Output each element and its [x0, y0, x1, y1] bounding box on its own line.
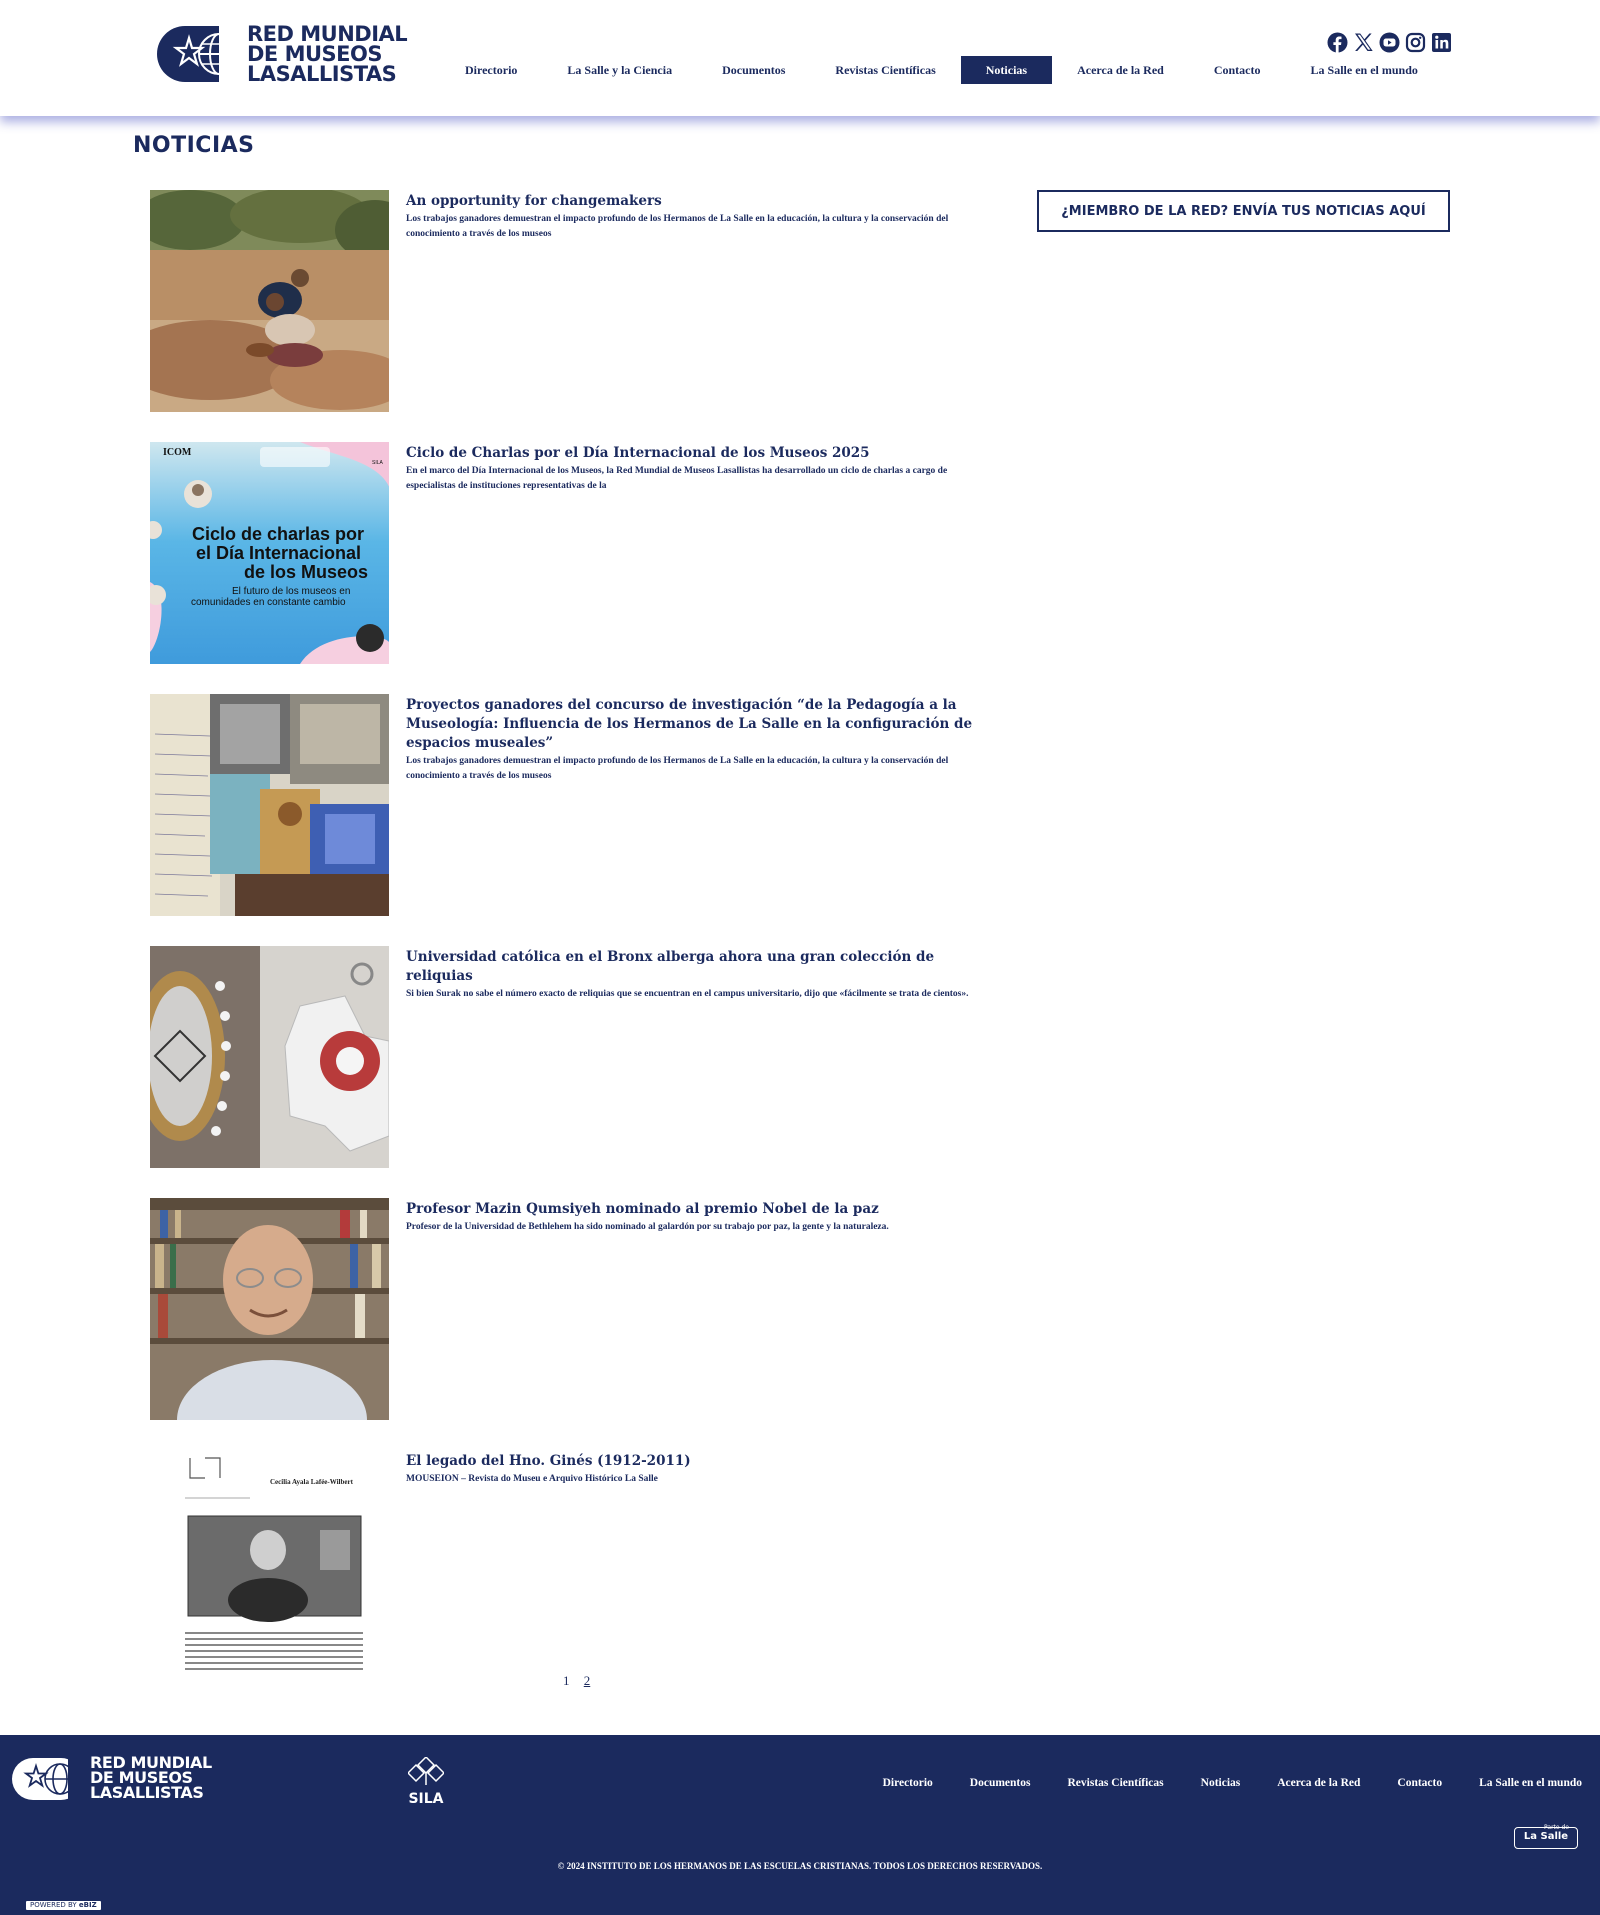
nav-directorio[interactable]: Directorio [465, 63, 518, 77]
news-title[interactable]: Universidad católica en el Bronx alberga ahora una gran colección de reliquias [406, 949, 935, 984]
nav-documentos[interactable]: Documentos [722, 63, 786, 77]
news-title[interactable]: Ciclo de Charlas por el Día Internacional de los Museos 2025 [406, 445, 870, 461]
social-links [1327, 32, 1452, 53]
linkedin-icon[interactable] [1431, 32, 1452, 53]
powered-by-prefix: POWERED BY [30, 1901, 77, 1909]
footer-nav-noticias[interactable]: Noticias [1200, 1777, 1241, 1789]
thumb2-sub: El futuro de los museos en [232, 586, 351, 597]
news-title[interactable]: An opportunity for changemakers [406, 193, 662, 209]
thumb2-icom: ICOM [163, 447, 192, 458]
la-salle-badge[interactable] [1514, 1824, 1578, 1849]
news-body [406, 444, 996, 494]
footer-nav-documentos[interactable]: Documentos [969, 1777, 1031, 1789]
site-logo[interactable] [157, 24, 407, 84]
footer-nav-directorio[interactable]: Directorio [882, 1777, 933, 1789]
thumb2-heading: el Día Internacional [196, 543, 362, 563]
news-thumbnail-mazin-qumsiyeh[interactable] [150, 1198, 389, 1420]
news-excerpt: Los trabajos ganadores demuestran el impacto profundo de los Hermanos de La Salle en la educación, la cultura y la conservación del conocimiento a través de los museos [406, 756, 949, 781]
footer-nav-acerca[interactable]: Acerca de la Red [1277, 1777, 1361, 1789]
page-2-link[interactable]: 2 [583, 1673, 591, 1688]
news-item [150, 1198, 990, 1450]
news-thumbnail-ciclo-charlas[interactable] [150, 442, 389, 664]
news-excerpt: MOUSEION – Revista do Museu e Arquivo Histórico La Salle [406, 1474, 658, 1484]
news-thumbnail-proyectos-ganadores[interactable] [150, 694, 389, 916]
news-body [406, 948, 996, 1002]
send-news-button[interactable]: ¿MIEMBRO DE LA RED? ENVÍA TUS NOTICIAS AQUÍ [1037, 190, 1450, 232]
pagination [563, 1673, 601, 1689]
footer-nav-contacto[interactable]: Contacto [1397, 1777, 1443, 1789]
globe-star-logo-icon [157, 24, 217, 84]
news-item [150, 946, 990, 1198]
news-body [406, 192, 996, 242]
news-body [406, 696, 996, 784]
news-title[interactable]: Profesor Mazin Qumsiyeh nominado al premio Nobel de la paz [406, 1201, 879, 1217]
news-excerpt: Profesor de la Universidad de Bethlehem ha sido nominado al galardón por su trabajo por paz, la gente y la naturaleza. [406, 1222, 889, 1232]
footer-nav [883, 1777, 1582, 1789]
logo-line: RED MUNDIAL [247, 22, 408, 46]
powered-by-badge[interactable] [25, 1900, 102, 1911]
x-icon[interactable] [1353, 32, 1374, 53]
site-footer [0, 1735, 1600, 1915]
thumb2-sub: comunidades en constante cambio [191, 597, 346, 608]
nav-noticias[interactable]: Noticias [961, 56, 1052, 84]
nav-la-salle-ciencia[interactable]: La Salle y la Ciencia [567, 63, 673, 77]
news-title[interactable]: Proyectos ganadores del concurso de investigación “de la Pedagogía a la Museología: Influencia de los Hermanos de La Salle en la configuración de espacios museales” [406, 697, 973, 751]
news-item [150, 1450, 990, 1702]
nav-revistas[interactable]: Revistas Científicas [835, 63, 936, 77]
news-excerpt: En el marco del Día Internacional de los Museos, la Red Mundial de Museos Lasallistas ha desarrollado un ciclo de charlas a cargo de especialistas de instituciones representativas de la [406, 466, 948, 491]
footer-logo-text [90, 1755, 212, 1800]
news-thumbnail-reliquias[interactable] [150, 946, 389, 1168]
logo-line: LASALLISTAS [247, 62, 397, 86]
la-salle-badge-small: Parte de [1544, 1824, 1569, 1831]
footer-nav-la-salle-mundo[interactable]: La Salle en el mundo [1479, 1777, 1582, 1789]
news-thumbnail-hno-gines[interactable] [150, 1450, 389, 1672]
page-1-link[interactable]: 1 [563, 1673, 570, 1688]
powered-by-brand: eBIZ [78, 1901, 97, 1909]
site-header [0, 0, 1600, 116]
page-title: NOTICIAS [133, 133, 255, 158]
nav-contacto[interactable]: Contacto [1213, 63, 1261, 77]
sila-label: SILA [408, 1791, 444, 1807]
logo-line: LASALLISTAS [90, 1783, 204, 1802]
footer-nav-revistas[interactable]: Revistas Científicas [1067, 1777, 1164, 1789]
youtube-icon[interactable] [1379, 32, 1400, 53]
thumb6-author: Cecilia Ayala Lafée-Wilbert [270, 1478, 353, 1486]
nav-la-salle-mundo[interactable]: La Salle en el mundo [1310, 63, 1418, 77]
thumb2-heading: de los Museos [244, 562, 369, 582]
footer-logo[interactable] [12, 1755, 212, 1800]
news-title[interactable]: El legado del Hno. Ginés (1912-2011) [406, 1453, 691, 1469]
logo-line: DE MUSEOS [247, 42, 382, 66]
news-excerpt: Si bien Surak no sabe el número exacto de reliquias que se encuentran en el campus universitario, dijo que «fácilmente se trata de cientos». [406, 989, 969, 999]
globe-star-logo-icon [12, 1756, 68, 1800]
news-item [150, 190, 990, 442]
la-salle-badge-label: La Salle [1523, 1831, 1569, 1842]
logo-line: DE MUSEOS [90, 1768, 193, 1787]
news-item [150, 694, 990, 946]
thumb2-heading: Ciclo de charlas por [192, 524, 365, 544]
news-excerpt: Los trabajos ganadores demuestran el impacto profundo de los Hermanos de La Salle en la educación, la cultura y la conservación del conocimiento a través de los museos [406, 214, 949, 239]
facebook-icon[interactable] [1327, 32, 1348, 53]
thumb2-sila: SILA [372, 460, 383, 466]
news-body [406, 1200, 996, 1235]
main-nav [450, 56, 1443, 84]
news-list [150, 190, 990, 1702]
logo-text [247, 24, 407, 84]
news-body [406, 1452, 996, 1487]
sila-logo[interactable] [406, 1757, 446, 1807]
logo-line: RED MUNDIAL [90, 1753, 212, 1772]
copyright: © 2024 INSTITUTO DE LOS HERMANOS DE LAS ESCUELAS CRISTIANAS. TODOS LOS DERECHOS RESERVADOS. [557, 1861, 1043, 1871]
news-thumbnail-changemakers[interactable] [150, 190, 389, 412]
news-item [150, 442, 990, 694]
nav-acerca[interactable]: Acerca de la Red [1077, 63, 1164, 77]
instagram-icon[interactable] [1405, 32, 1426, 53]
sila-emblem-icon [408, 1757, 444, 1785]
